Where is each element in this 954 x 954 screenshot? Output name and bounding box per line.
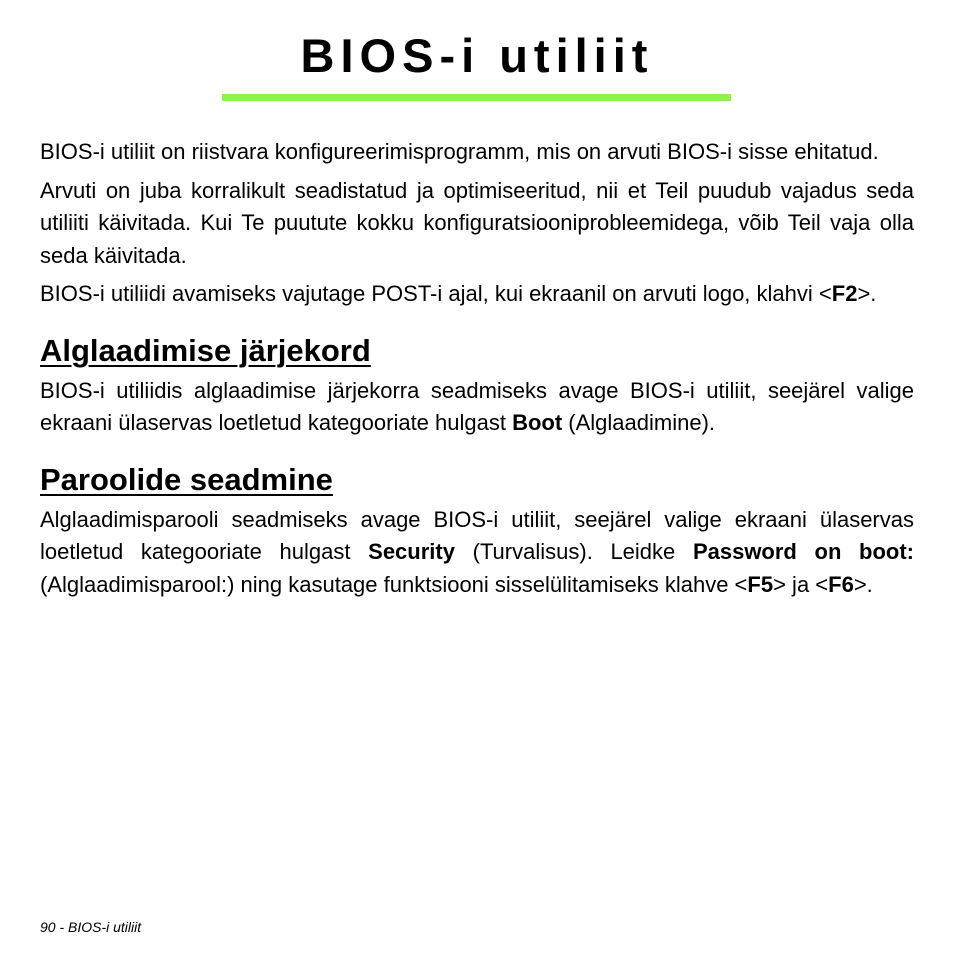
password-text-5: >.	[853, 571, 873, 597]
page-title: BIOS-i utiliit	[300, 29, 654, 82]
section-heading-passwords: Paroolide seadmine	[40, 461, 333, 497]
intro-paragraph-3	[40, 278, 914, 311]
security-keyword: Security	[368, 539, 455, 564]
intro-paragraph-2: Arvuti on juba korralikult seadistatud ja optimiseeritud, nii et Teil puudub vajadus seda utiliiti käivitada. Kui Te puutute kokku konfiguratsiooniprobleemidega, võib Teil vaja olla seda käivitada.	[40, 177, 914, 268]
intro-paragraph-1: BIOS-i utiliit on riistvara konfigureerimisprogramm, mis on arvuti BIOS-i sisse ehitatud.	[40, 139, 879, 164]
boot-paragraph	[40, 375, 914, 440]
title-underline-rule	[222, 94, 731, 101]
password-text-3: (Alglaadimisparool:) ning kasutage funktsiooni sisselülitamiseks klahve <	[40, 571, 748, 597]
boot-text-after: (Alglaadimine).	[562, 410, 716, 435]
section-heading-boot-order: Alglaadimise järjekord	[40, 332, 371, 368]
key-f5: F5	[747, 571, 774, 597]
boot-keyword: Boot	[512, 410, 563, 435]
main-content	[40, 136, 914, 607]
password-paragraph	[40, 504, 914, 602]
page-footer: 90 - BIOS-i utiliit	[40, 919, 142, 935]
password-text-2: (Turvalisus). Leidke	[454, 539, 693, 564]
intro-p3-text-after: >.	[857, 281, 877, 306]
password-text-1: Alglaadimisparooli seadmiseks avage BIOS-i utiliit, seejärel valige ekraani ülaservas loetletud kategooriate hulgast	[40, 506, 914, 564]
intro-p3-text-before: BIOS-i utiliidi avamiseks vajutage POST-i ajal, kui ekraanil on arvuti logo, klahvi <	[40, 281, 832, 306]
password-on-boot-keyword: Password on boot:	[692, 539, 914, 564]
boot-text-before: BIOS-i utiliidis alglaadimise järjekorra seadmiseks avage BIOS-i utiliit, seejärel valige ekraani ülaservas loetletud kategooriate hulgast	[40, 377, 914, 435]
password-text-4: > ja <	[773, 571, 829, 597]
key-f6: F6	[828, 571, 854, 597]
key-f2: F2	[831, 281, 858, 306]
